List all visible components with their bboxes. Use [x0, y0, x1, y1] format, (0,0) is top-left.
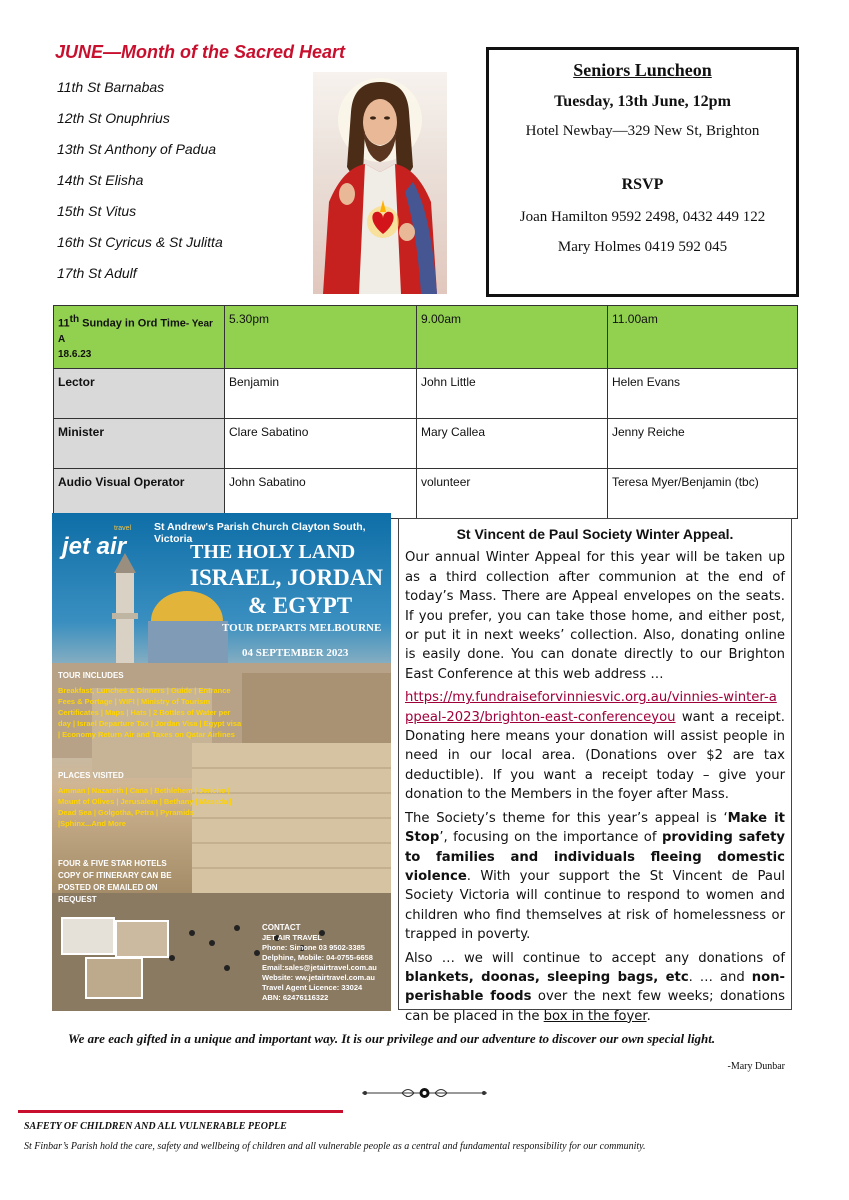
text-run: The Society’s theme for this year’s appeal is ‘ — [405, 810, 728, 826]
poster-departs: TOUR DEPARTS MELBOURNE — [222, 622, 382, 634]
rsvp-contact: Joan Hamilton 9592 2498, 0432 449 122 — [519, 209, 766, 225]
text-run: Also … we will continue to accept any donations of — [405, 950, 785, 966]
theme-focus: providing safety to families and individuals fleeing domestic violence — [405, 830, 785, 884]
roster-row-minister — [54, 418, 798, 468]
poster-places-heading: PLACES VISITED — [58, 771, 124, 780]
saint-day: 15th St Vitus — [57, 203, 137, 219]
poster-contact-line: Email:sales@jetairtravel.com.au — [262, 963, 377, 972]
roster-cell: Benjamin — [225, 368, 417, 418]
ornament-divider-icon — [362, 1084, 487, 1102]
luncheon-title: Seniors Luncheon — [573, 60, 712, 80]
jet-air-logo: jet air — [62, 533, 127, 560]
mass-time: 5.30pm — [225, 306, 417, 369]
poster-includes: Breakfast, Lunches & Dinners | Guide | Entrance Fees & Portage | WIFI | Ministry of Tourism Certificates | Maps | Hats | 2 Bottles of Water per day | Israel Departure Tax | Jordan Visa | Egypt visa | Economy Return Air and Taxes on Qatar Airlines — [58, 686, 242, 739]
luncheon-contacts — [489, 202, 796, 262]
poster-hotels: FOUR & FIVE STAR HOTELS COPY OF ITINERARY CAN BE POSTED OR EMAILED ON REQUEST — [58, 859, 172, 904]
heading-year: - Year A — [58, 318, 213, 345]
roster-cell: Teresa Myer/Benjamin (tbc) — [608, 468, 798, 518]
saint-day: 17th St Adulf — [57, 265, 137, 281]
mass-time: 11.00am — [608, 306, 798, 369]
donation-items: blankets, doonas, sleeping bags, etc — [405, 969, 689, 985]
roster-role: Audio Visual Operator — [54, 468, 225, 518]
roster-row-lector — [54, 368, 798, 418]
svdp-paragraph-2-text: want a receipt. Donating here means your donation will assist people in need in our local area. (Donations over $2 are tax deductible). If you want a receipt today – give your donation to the Members in the foyer after Mass. — [405, 709, 785, 803]
saint-day: 14th St Elisha — [57, 172, 144, 188]
quote-text: We are each gifted in a unique and important way. It is our privilege and our adventure to discover our own special light. — [68, 1031, 716, 1046]
poster-contact-line: JET AIR TRAVEL — [262, 933, 323, 942]
donation-link[interactable]: https://my.fundraiseforvinniesvic.org.au/vinnies-winter-appeal-2023/brighton-east-conferenceyou — [405, 690, 777, 725]
footer-red-line — [18, 1110, 343, 1113]
luncheon-rsvp: RSVP — [621, 176, 664, 193]
safety-title: SAFETY OF CHILDREN AND ALL VULNERABLE PEOPLE — [24, 1121, 287, 1132]
roster-heading — [54, 306, 225, 369]
roster-cell: volunteer — [417, 468, 608, 518]
sacred-heart-image — [313, 72, 447, 294]
svdp-paragraph-4 — [405, 949, 785, 1027]
poster-contact-line: ABN: 62476116322 — [262, 993, 329, 1002]
roster-row-av — [54, 468, 798, 518]
saint-day: 12th St Onuphrius — [57, 110, 170, 126]
poster-contact — [262, 923, 390, 1003]
text-run: . … and — [688, 969, 752, 985]
june-title: JUNE—Month of the Sacred Heart — [55, 42, 346, 62]
poster-places: Amman | Nazareth | Cana | Bethlehem | Jericho | Mount of Olives | Jerusalem | Bethany | Masada | Dead Sea | Golgotha, Petra | Pyramids |Sphinx...And More — [58, 786, 232, 828]
poster-contact-line: Website: ww.jetairtravel.com.au — [262, 973, 375, 982]
svdp-paragraph-1: Our annual Winter Appeal for this year will be taken up as a third collection after communion at the end of today’s Mass. There are Appeal envelopes on the seats. If you prefer, you can take those home, and either post, or put it in next weeks’ collection. Also, donating online is easily done. You can donate directly to our Brighton East Conference at this web address … — [405, 550, 785, 682]
mass-roster-table — [53, 305, 798, 519]
svdp-paragraph-3 — [405, 809, 785, 945]
svdp-paragraph-2 — [405, 688, 785, 804]
quote-author: -Mary Dunbar — [727, 1061, 785, 1072]
heading-date: 18.6.23 — [58, 348, 92, 360]
holy-land-tour-poster — [52, 513, 391, 1011]
saint-day: 11th St Barnabas — [57, 79, 165, 95]
roster-cell: Helen Evans — [608, 368, 798, 418]
heading-number: 11 — [58, 317, 70, 330]
poster-contact-heading: CONTACT — [262, 923, 301, 932]
theme-name: Make it Stop — [405, 810, 785, 846]
luncheon-date: Tuesday, 13th June, 12pm — [554, 93, 731, 110]
luncheon-venue: Hotel Newbay—329 New St, Brighton — [525, 123, 760, 139]
roster-cell: Jenny Reiche — [608, 418, 798, 468]
poster-title-line1: THE HOLY LAND — [190, 541, 356, 563]
poster-contact-line: Travel Agent Licence: 33024 — [262, 983, 363, 992]
svdp-title: St Vincent de Paul Society Winter Appeal. — [456, 526, 734, 542]
donation-food: non-perishable foods — [405, 969, 786, 1005]
jet-air-logo-sub: travel — [114, 525, 132, 532]
poster-church: St Andrew's Parish Church Clayton South, Victoria — [154, 521, 366, 545]
roster-role: Minister — [54, 418, 225, 468]
heading-text: Sunday in Ord Time — [79, 317, 186, 330]
text-run: ’, focusing on the importance of — [439, 830, 662, 846]
saint-day: 16th St Cyricus & St Julitta — [57, 234, 223, 250]
rsvp-contact: Mary Holmes 0419 592 045 — [557, 239, 728, 255]
poster-contact-line: Phone: Simone 03 9502-3385 — [262, 943, 365, 952]
roster-cell: Mary Callea — [417, 418, 608, 468]
poster-contact-line: Delphine, Mobile: 04-0755-6658 — [262, 953, 373, 962]
saint-day: 13th St Anthony of Padua — [57, 141, 217, 157]
roster-role: Lector — [54, 368, 225, 418]
text-run: over the next few weeks; donations can be placed in the — [405, 989, 786, 1024]
poster-date: 04 SEPTEMBER 2023 — [242, 647, 349, 659]
svdp-winter-appeal-box — [398, 518, 792, 1024]
text-run: . — [646, 1008, 651, 1024]
text-run: . With your support the St Vincent de Paul Society Victoria will continue to respond to women and children who find themselves at risk of homelessness or trapped in poverty. — [405, 868, 785, 943]
poster-includes-heading: TOUR INCLUDES — [58, 671, 124, 680]
mass-time: 9.00am — [417, 306, 608, 369]
heading-sup: th — [69, 314, 80, 325]
saints-list — [57, 78, 223, 295]
safety-statement: St Finbar’s Parish hold the care, safety and wellbeing of children and all vulnerable people as a central and fundamental responsibility for our community. — [24, 1141, 646, 1152]
roster-cell: Clare Sabatino — [225, 418, 417, 468]
poster-title-line2: ISRAEL, JORDAN — [190, 565, 383, 590]
roster-header-row — [54, 306, 798, 369]
poster-title-line3: & EGYPT — [248, 593, 353, 618]
roster-cell: John Sabatino — [225, 468, 417, 518]
roster-cell: John Little — [417, 368, 608, 418]
foyer-box: box in the foyer — [543, 1008, 647, 1024]
seniors-luncheon-box — [486, 47, 799, 297]
